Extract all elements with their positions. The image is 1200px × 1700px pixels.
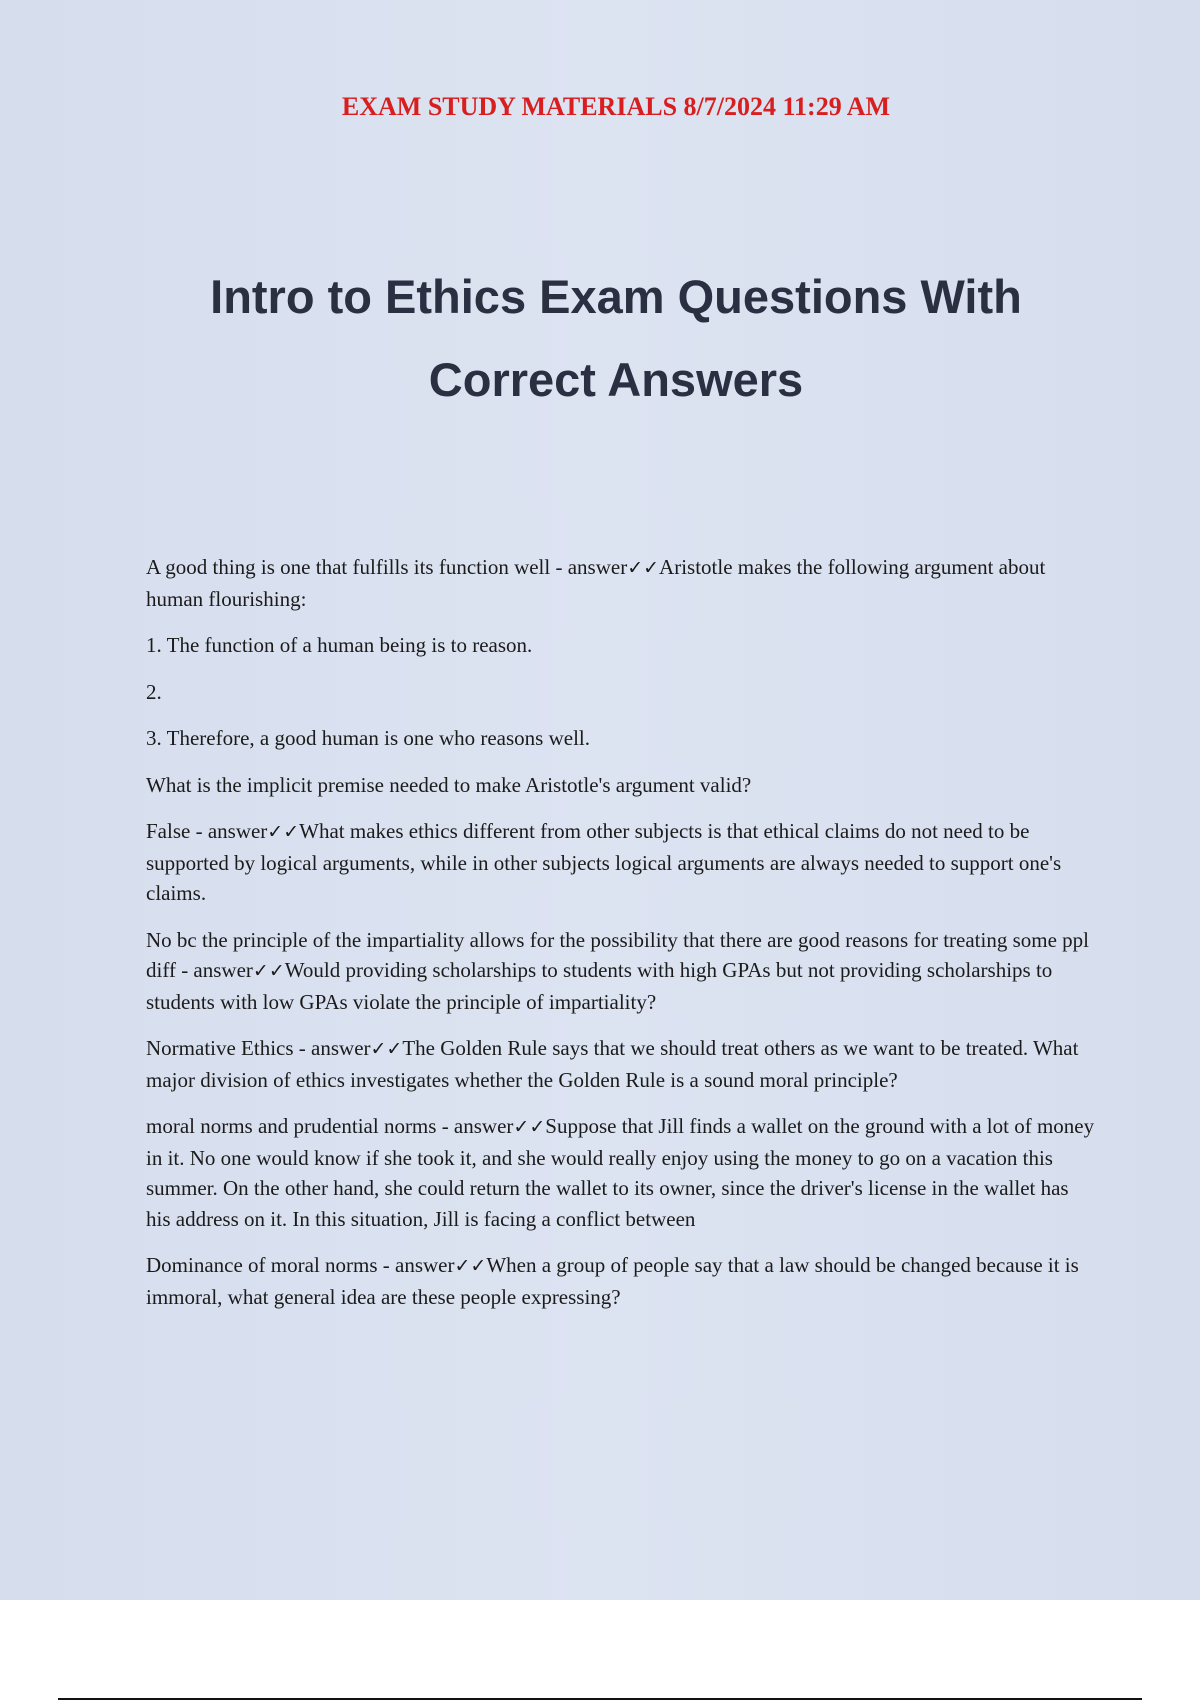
title-line-1: Intro to Ethics Exam Questions With bbox=[210, 270, 1022, 323]
answer-text: No bc the principle of the impartiality allows for the possibility that there are good reasons for treating some ppl diff - answer bbox=[146, 927, 1090, 982]
question-text: When a group of people say that a law should be changed because it is immoral, what general idea are these people expressing? bbox=[146, 1253, 1079, 1309]
qa-content bbox=[146, 552, 1096, 1328]
qa-item bbox=[146, 816, 1096, 909]
checkmark-icon: ✓✓ bbox=[370, 1038, 403, 1060]
checkmark-icon: ✓✓ bbox=[627, 557, 660, 579]
answer-text: Normative Ethics - answer bbox=[146, 1036, 371, 1060]
qa-item bbox=[146, 1111, 1096, 1234]
answer-text: moral norms and prudential norms - answer bbox=[146, 1114, 514, 1138]
answer-text: A good thing is one that fulfills its function well - answer bbox=[146, 555, 628, 579]
answer-text: Dominance of moral norms - answer bbox=[146, 1253, 455, 1277]
checkmark-icon: ✓✓ bbox=[454, 1255, 487, 1277]
qa-item bbox=[146, 1250, 1096, 1312]
question-text: What makes ethics different from other subjects is that ethical claims do not need to be supported by logical arguments, while in other subjects logical arguments are always needed to support one's claims. bbox=[146, 819, 1062, 905]
premise-line: 1. The function of a human being is to reason. bbox=[146, 633, 533, 657]
qa-item bbox=[146, 552, 1096, 614]
premise-question: What is the implicit premise needed to make Aristotle's argument valid? bbox=[146, 772, 752, 797]
checkmark-icon: ✓✓ bbox=[252, 960, 285, 982]
qa-item bbox=[146, 1033, 1096, 1095]
premise-line: 3. Therefore, a good human is one who reasons well. bbox=[146, 726, 590, 750]
document-title bbox=[100, 255, 1132, 421]
question-text: The Golden Rule says that we should treat others as we want to be treated. What major division of ethics investigates whether the Golden Rule is a sound moral principle? bbox=[146, 1036, 1079, 1092]
checkmark-icon: ✓✓ bbox=[513, 1116, 546, 1138]
qa-item bbox=[146, 925, 1096, 1018]
question-text: Suppose that Jill finds a wallet on the ground with a lot of money in it. No one would know if she took it, and she would really enjoy using the money to go on a vacation this summer. On the other hand, she could return the wallet to its owner, since the driver's license in the wallet has his address on it. In this situation, Jill is facing a conflict between bbox=[146, 1114, 1095, 1231]
answer-text: False - answer bbox=[146, 819, 268, 843]
premise-line: 2. bbox=[146, 679, 162, 704]
exam-materials-stamp: EXAM STUDY MATERIALS 8/7/2024 11:29 AM bbox=[341, 92, 891, 121]
question-text: Aristotle makes the following argument about human flourishing: bbox=[146, 555, 1046, 611]
checkmark-icon: ✓✓ bbox=[267, 821, 300, 843]
question-text: Would providing scholarships to students with high GPAs but not providing scholarships to students with low GPAs violate the principle of impartiality? bbox=[146, 958, 1053, 1014]
title-line-2: Correct Answers bbox=[428, 353, 804, 406]
